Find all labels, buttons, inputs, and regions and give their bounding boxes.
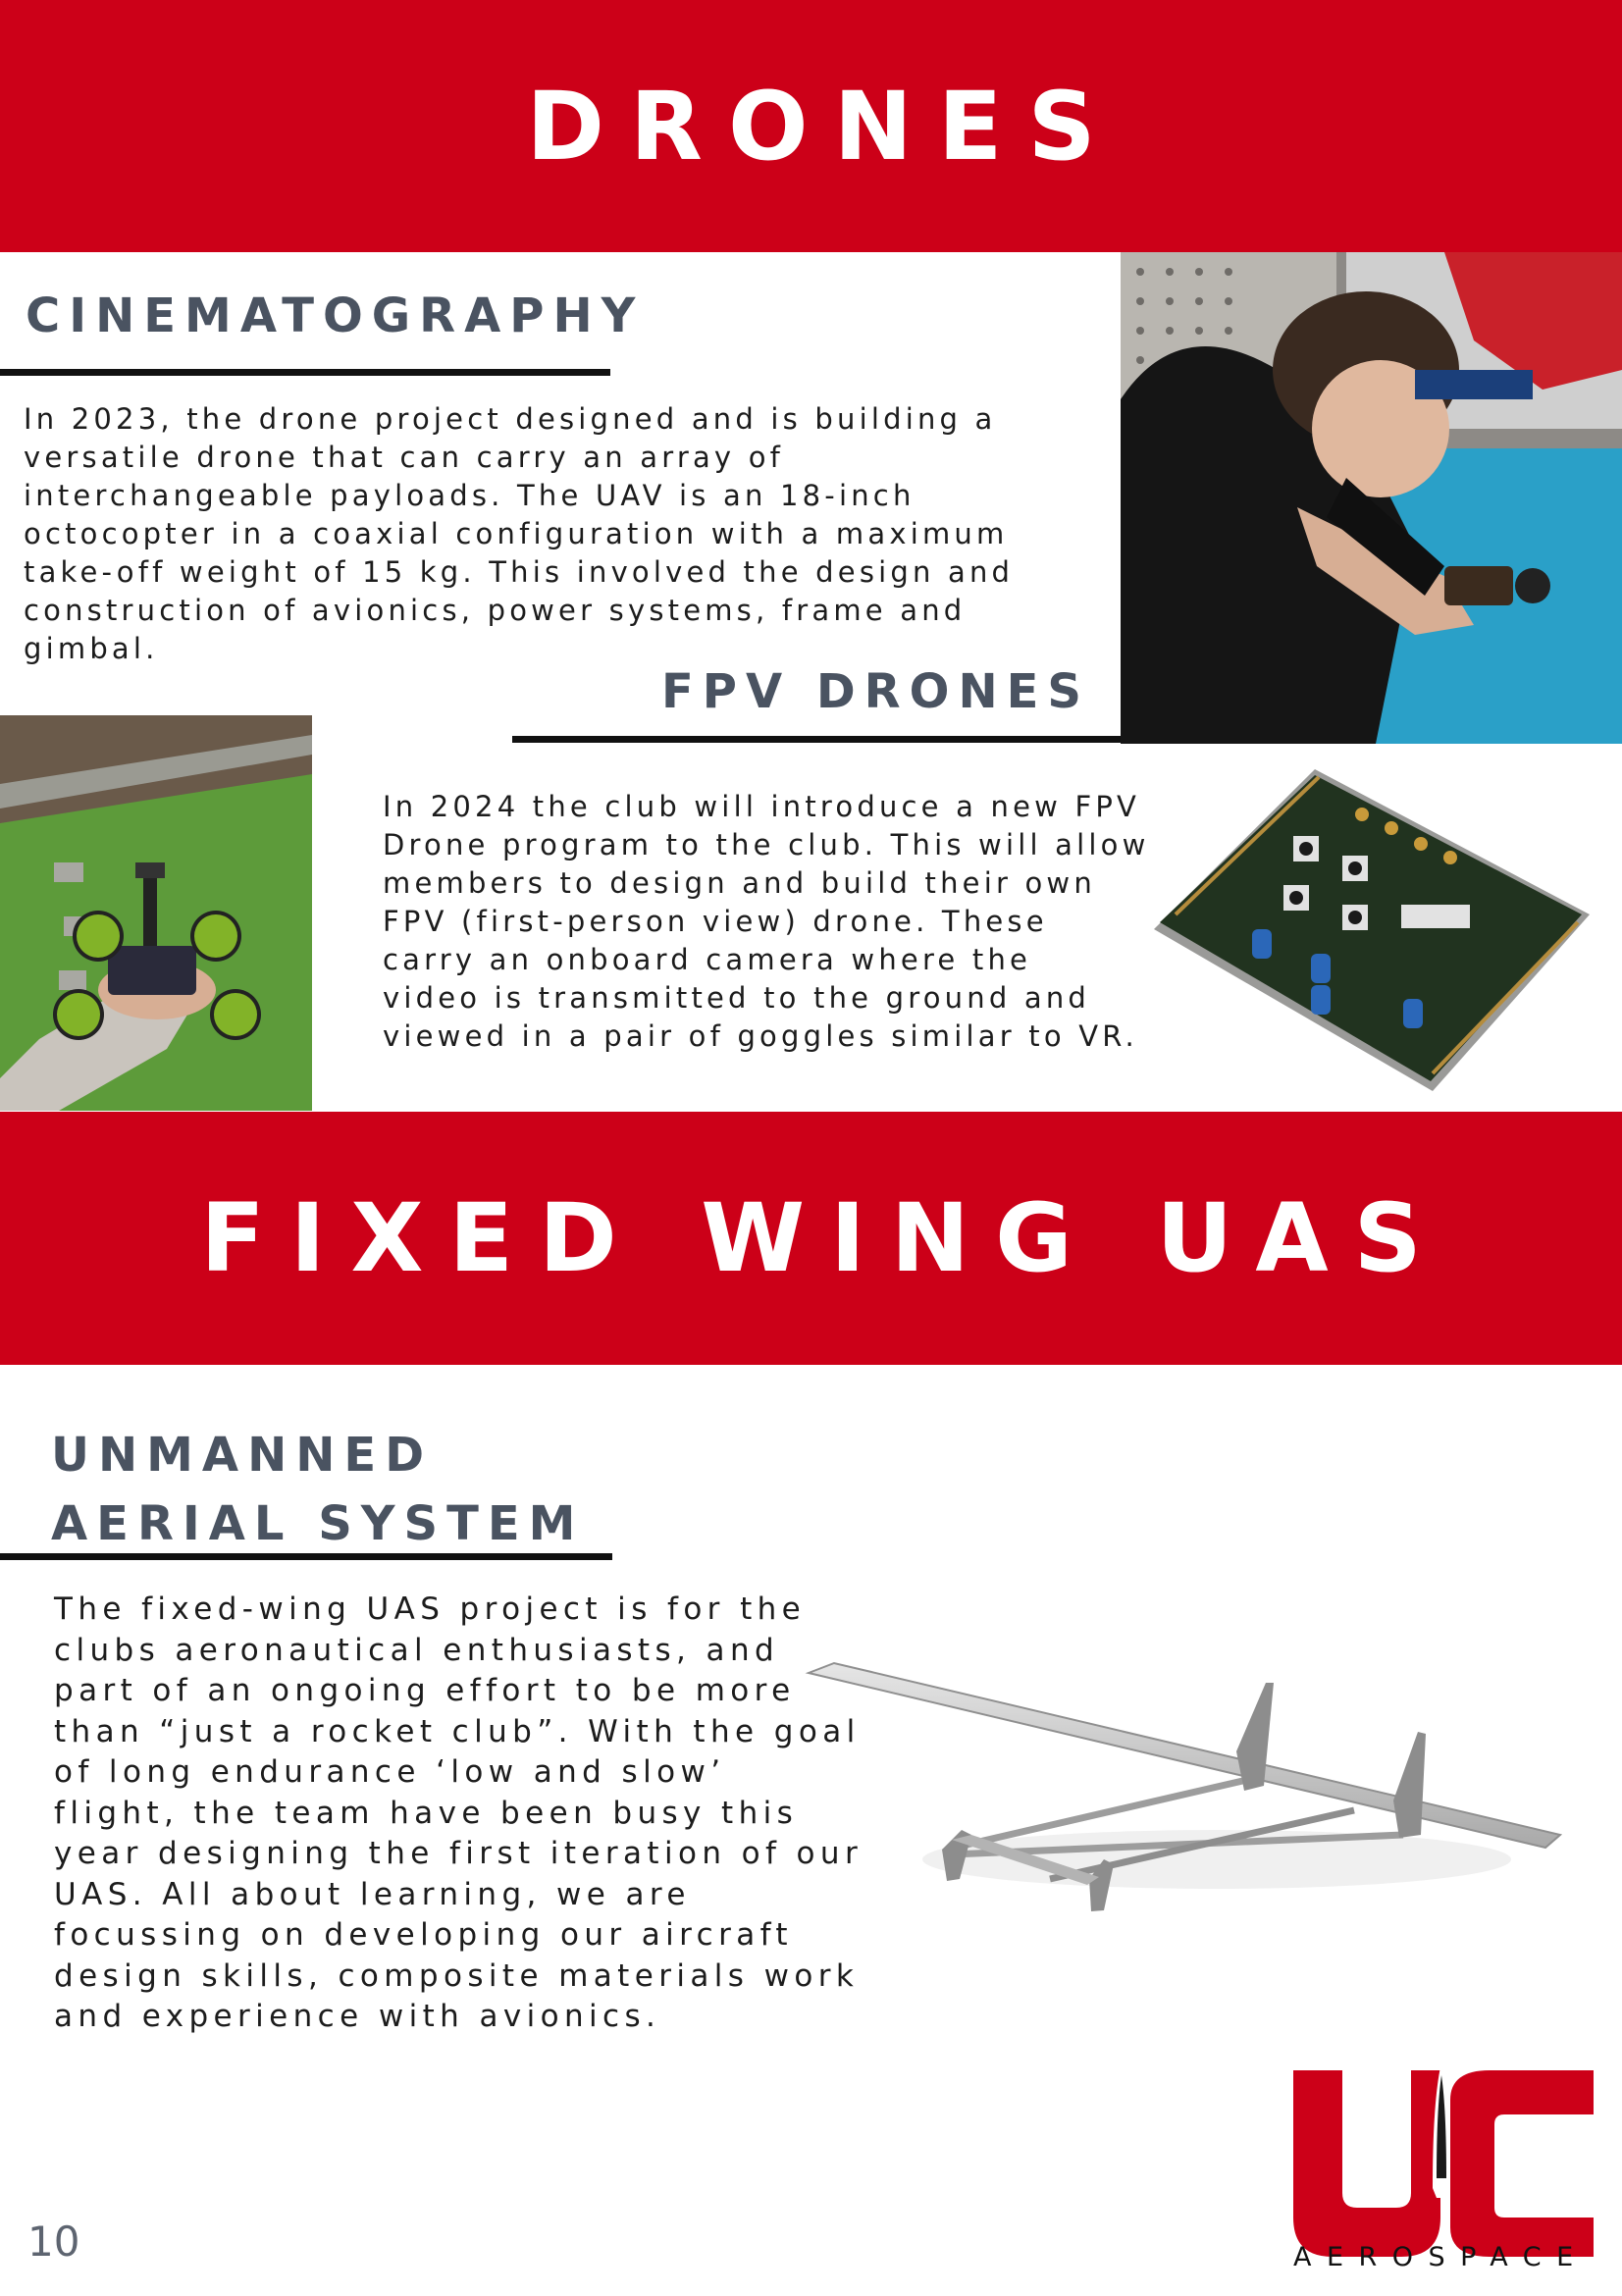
cinematography-line: octocopter in a coaxial configuration with a maximum bbox=[24, 517, 1009, 550]
uas-line: year designing the first iteration of our bbox=[54, 1836, 863, 1871]
uas-line: flight, the team have been busy this bbox=[54, 1795, 799, 1831]
uas-line: The fixed-wing UAS project is for the bbox=[54, 1592, 807, 1627]
fixed-wing-title: FIXED WING UAS bbox=[200, 1183, 1447, 1293]
uas-heading-line2: AERIAL SYSTEM bbox=[51, 1496, 585, 1551]
fpv-line: members to design and build their own bbox=[383, 866, 1096, 900]
circuit-board-render bbox=[1146, 757, 1597, 1096]
cinematography-heading: CINEMATOGRAPHY bbox=[26, 288, 645, 343]
fpv-paragraph bbox=[383, 788, 1150, 1056]
drones-title: DRONES bbox=[526, 71, 1122, 182]
uas-line: UAS. All about learning, we are bbox=[54, 1876, 691, 1912]
aircraft-render bbox=[805, 1634, 1565, 1928]
cinematography-line: interchangeable payloads. The UAV is an 18-inch bbox=[24, 479, 916, 512]
page-number: 10 bbox=[27, 2218, 80, 2266]
fpv-line: In 2024 the club will introduce a new FPV bbox=[383, 790, 1141, 823]
uas-heading bbox=[51, 1421, 584, 1558]
cinematography-line: gimbal. bbox=[24, 632, 159, 665]
fpv-line: viewed in a pair of goggles similar to VR. bbox=[383, 1019, 1138, 1053]
uc-aerospace-logo bbox=[1293, 2070, 1594, 2267]
uas-line: of long endurance ‘low and slow’ bbox=[54, 1754, 726, 1790]
fpv-drone-photo bbox=[0, 715, 312, 1111]
workshop-photo bbox=[1121, 252, 1622, 744]
uas-line: and experience with avionics. bbox=[54, 1999, 661, 2034]
fpv-line: carry an onboard camera where the bbox=[383, 943, 1032, 976]
cinematography-line: In 2023, the drone project designed and is building a bbox=[24, 402, 997, 436]
fixed-wing-banner bbox=[0, 1112, 1622, 1365]
uas-line: clubs aeronautical enthusiasts, and bbox=[54, 1632, 780, 1668]
fpv-heading: FPV DRONES bbox=[661, 664, 1090, 719]
fpv-line: Drone program to the club. This will allow bbox=[383, 828, 1150, 861]
uas-line: than “just a rocket club”. With the goal bbox=[54, 1713, 861, 1749]
fpv-rule bbox=[512, 736, 1121, 743]
uas-line: part of an ongoing effort to be more bbox=[54, 1673, 796, 1708]
fpv-line: video is transmitted to the ground and bbox=[383, 981, 1091, 1015]
cinematography-rule bbox=[0, 369, 610, 376]
cinematography-line: take-off weight of 15 kg. This involved the design and bbox=[24, 555, 1015, 589]
cinematography-line: construction of avionics, power systems, frame and bbox=[24, 594, 967, 627]
fpv-line: FPV (first-person view) drone. These bbox=[383, 905, 1048, 938]
uas-line: focussing on developing our aircraft bbox=[54, 1917, 793, 1953]
uas-rule bbox=[0, 1553, 612, 1560]
cinematography-paragraph bbox=[24, 400, 1014, 668]
drones-banner bbox=[0, 0, 1622, 252]
uas-line: design skills, composite materials work bbox=[54, 1957, 860, 1994]
logo-wordmark: AEROSPACE bbox=[1293, 2242, 1589, 2272]
uas-heading-line1: UNMANNED bbox=[51, 1428, 434, 1483]
cinematography-line: versatile drone that can carry an array of bbox=[24, 441, 785, 474]
uas-paragraph bbox=[54, 1590, 863, 2038]
